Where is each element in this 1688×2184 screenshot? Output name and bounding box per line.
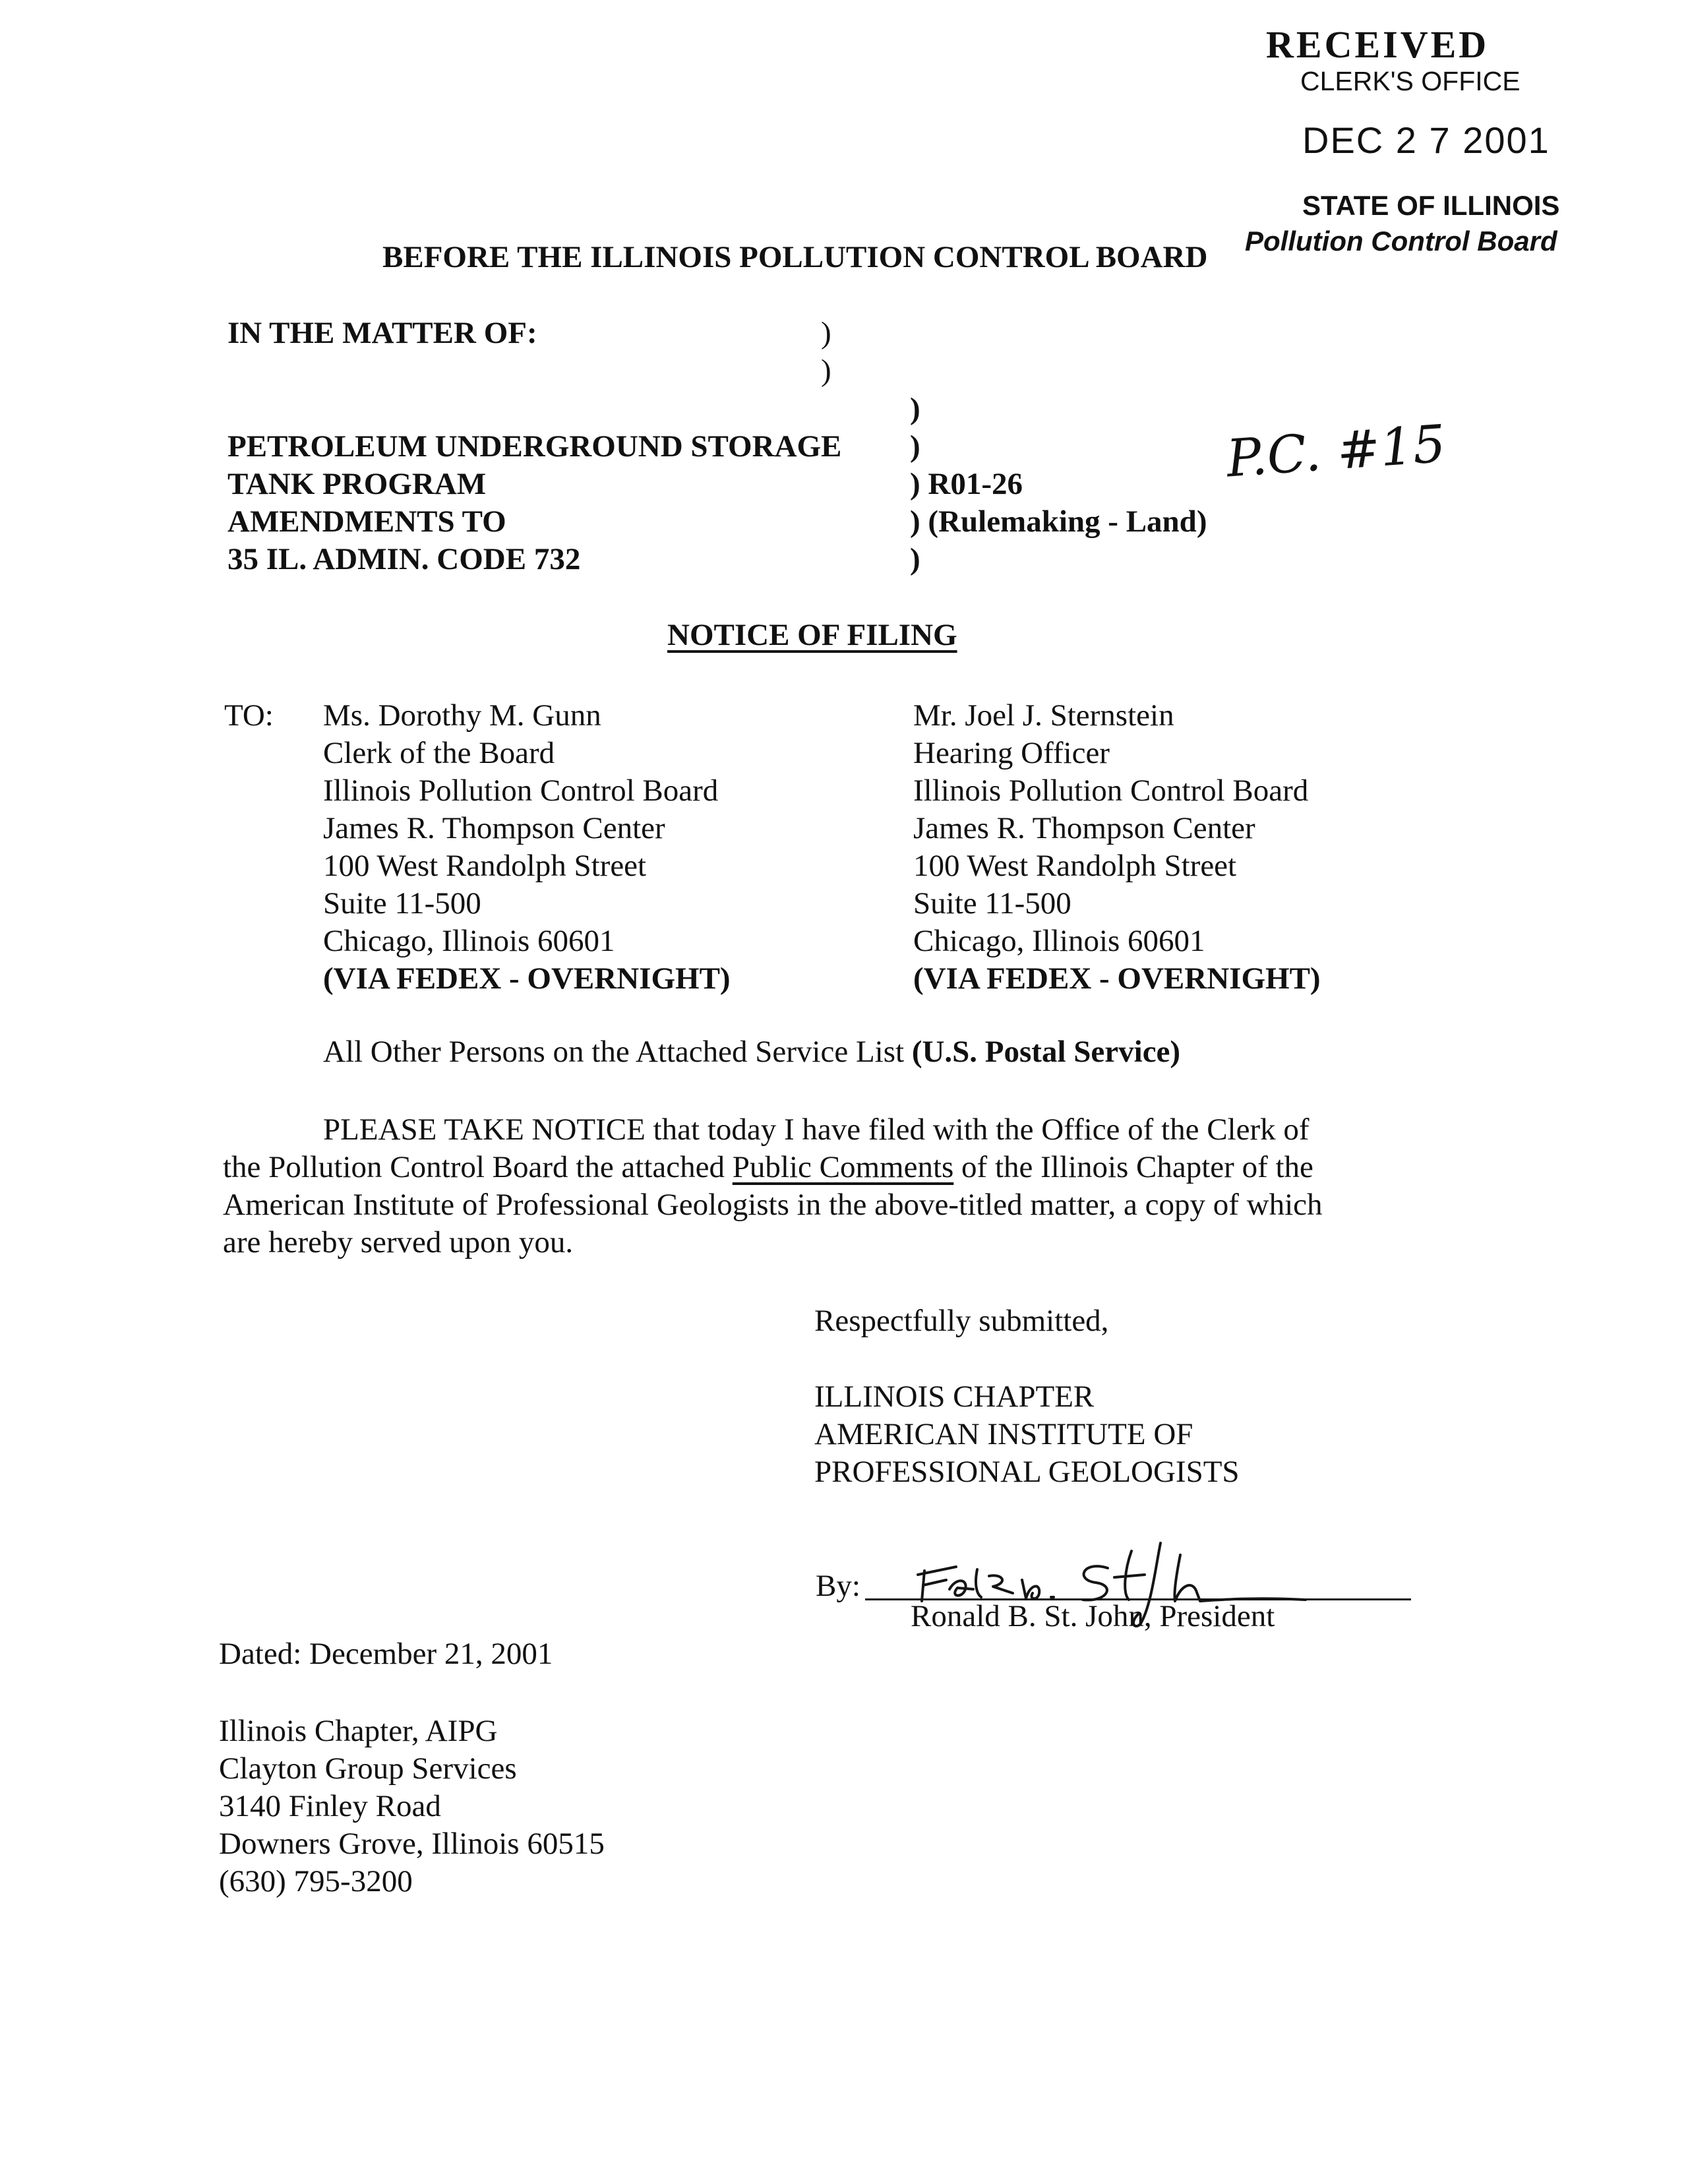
stamp-office: CLERK'S OFFICE xyxy=(1300,66,1521,96)
delivery-method: (VIA FEDEX - OVERNIGHT) xyxy=(913,961,1321,996)
stamp-board: Pollution Control Board xyxy=(1245,226,1557,257)
caption-title xyxy=(227,428,841,578)
matter-label: IN THE MATTER OF: xyxy=(227,316,537,350)
recipient-line: Ms. Dorothy M. Gunn xyxy=(323,698,601,733)
recipient-line: Chicago, Illinois 60601 xyxy=(323,924,615,958)
recipient-sternstein xyxy=(913,697,1321,998)
recipient-line: Clerk of the Board xyxy=(323,736,555,770)
recipient-line: Mr. Joel J. Sternstein xyxy=(913,698,1174,733)
caption-parens-top: ) ) xyxy=(821,316,831,388)
dated-line: Dated: December 21, 2001 xyxy=(219,1637,553,1671)
salutation: Respectfully submitted, xyxy=(814,1304,1109,1338)
caption-line: AMENDMENTS TO xyxy=(227,504,506,539)
caption-parens-main: ) ) ) R01-26 ) (Rulemaking - Land) ) xyxy=(910,392,1207,576)
recipient-line: Chicago, Illinois 60601 xyxy=(913,924,1205,958)
caption-line: 35 IL. ADMIN. CODE 732 xyxy=(227,542,581,576)
recipient-line: Hearing Officer xyxy=(913,736,1110,770)
to-label: TO: xyxy=(224,698,274,733)
stamp-state: STATE OF ILLINOIS xyxy=(1302,190,1560,221)
body-line: American Institute of Professional Geologists in the above-titled matter, a copy of which xyxy=(223,1188,1323,1222)
notice-body xyxy=(223,1111,1323,1261)
body-line: the Pollution Control Board the attached Public Comments of the Illinois Chapter of the xyxy=(223,1150,1313,1184)
case-number: R01-26 xyxy=(928,467,1023,501)
other-persons-method: (U.S. Postal Service) xyxy=(911,1035,1181,1069)
handwritten-pc-number: P.C. #15 xyxy=(1224,414,1448,489)
recipient-line: 100 West Randolph Street xyxy=(913,849,1237,883)
caption-line: TANK PROGRAM xyxy=(227,467,487,501)
recipient-line: Illinois Pollution Control Board xyxy=(913,774,1309,808)
recipient-line: 100 West Randolph Street xyxy=(323,849,647,883)
recipient-gunn xyxy=(323,697,731,998)
org-line: ILLINOIS CHAPTER xyxy=(814,1380,1095,1414)
org-line: AMERICAN INSTITUTE OF xyxy=(814,1417,1193,1451)
other-persons-text: All Other Persons on the Attached Service List xyxy=(323,1035,912,1069)
other-persons-line xyxy=(323,1033,1180,1071)
sender-line: Clayton Group Services xyxy=(219,1751,517,1786)
caption-line: PETROLEUM UNDERGROUND STORAGE xyxy=(227,429,842,464)
sender-line: Illinois Chapter, AIPG xyxy=(219,1714,498,1748)
sender-line: Downers Grove, Illinois 60515 xyxy=(219,1827,605,1861)
court-header: BEFORE THE ILLINOIS POLLUTION CONTROL BOARD xyxy=(382,240,1208,274)
sender-address xyxy=(219,1713,605,1900)
sender-line: 3140 Finley Road xyxy=(219,1789,441,1823)
body-line: PLEASE TAKE NOTICE that today I have filed with the Office of the Clerk of xyxy=(323,1112,1310,1147)
recipient-line: Suite 11-500 xyxy=(913,886,1071,921)
org-line: PROFESSIONAL GEOLOGISTS xyxy=(814,1455,1240,1489)
case-type: (Rulemaking - Land) xyxy=(928,504,1207,539)
stamp-received: RECEIVED xyxy=(1266,23,1490,66)
signer-name-title: Ronald B. St. John, President xyxy=(911,1599,1275,1633)
stamp-date: DEC 2 7 2001 xyxy=(1302,119,1550,161)
recipient-line: James R. Thompson Center xyxy=(913,811,1255,845)
by-label: By: xyxy=(816,1569,860,1603)
organization xyxy=(814,1378,1240,1491)
recipient-line: Suite 11-500 xyxy=(323,886,481,921)
delivery-method: (VIA FEDEX - OVERNIGHT) xyxy=(323,961,731,996)
recipient-line: James R. Thompson Center xyxy=(323,811,665,845)
recipient-line: Illinois Pollution Control Board xyxy=(323,774,719,808)
notice-title: NOTICE OF FILING xyxy=(667,618,957,652)
public-comments-link: Public Comments xyxy=(732,1150,954,1184)
sender-line: (630) 795-3200 xyxy=(219,1864,413,1898)
body-line: are hereby served upon you. xyxy=(223,1225,574,1259)
